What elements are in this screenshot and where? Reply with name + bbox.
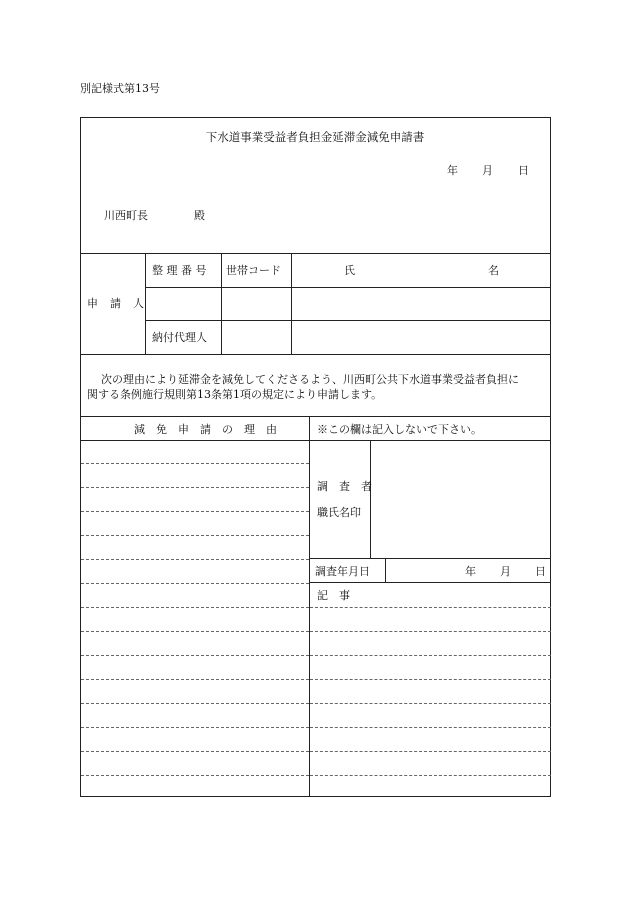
investigator-seal-cell <box>371 441 550 557</box>
household-code-cell[interactable] <box>222 288 290 319</box>
divider-investigation-date-bottom <box>309 582 551 583</box>
notes-line <box>310 775 551 776</box>
header-household-code: 世帯コード <box>226 264 281 277</box>
notes-line <box>310 679 551 680</box>
document-title: 下水道事業受益者負担金延滞金減免申請書 <box>205 130 425 144</box>
notes-line <box>310 607 551 608</box>
investigation-date-day: 日 <box>535 565 546 578</box>
reason-header: 減 免 申 請 の 理 由 <box>134 423 277 436</box>
proxy-name-cell[interactable] <box>292 321 550 353</box>
reference-number-cell[interactable] <box>146 288 220 319</box>
header-family-name: 氏 <box>344 264 355 277</box>
notes-line <box>310 727 551 728</box>
proxy-code-cell[interactable] <box>222 321 290 353</box>
divider-reason-top <box>80 416 551 417</box>
statement-line-2: 関する条例施行規則第13条第1項の規定により申請します。 <box>87 388 383 401</box>
notes-line <box>310 631 551 632</box>
divider-applicant-bottom <box>80 354 551 355</box>
statement-line-1: 次の理由により延滞金を減免してくださるよう、川西町公共下水道事業受益者負担に <box>101 373 519 386</box>
applicant-name-cell[interactable] <box>292 288 550 319</box>
date-year-label: 年 <box>447 164 458 177</box>
proxy-label: 納付代理人 <box>152 331 207 344</box>
reason-input-area[interactable] <box>81 441 308 796</box>
divider-applicant-top <box>80 253 551 254</box>
notes-label: 記 事 <box>317 589 350 602</box>
office-use-note: ※この欄は記入しないで下さい。 <box>317 423 482 436</box>
date-day-label: 日 <box>518 164 529 177</box>
investigator-label-2: 職氏名印 <box>317 506 361 519</box>
investigation-date-year: 年 <box>465 565 476 578</box>
divider-investigator-bottom <box>309 558 551 559</box>
investigation-date-divider <box>385 558 386 582</box>
investigator-label-1: 調 査 者 <box>317 480 372 493</box>
header-given-name: 名 <box>488 264 499 277</box>
header-reference-number: 整 理 番 号 <box>152 264 207 277</box>
form-number: 別記様式第13号 <box>80 82 160 95</box>
notes-line <box>310 655 551 656</box>
addressee-honorific: 殿 <box>194 209 205 222</box>
notes-line <box>310 703 551 704</box>
investigation-date-month: 月 <box>500 565 511 578</box>
notes-line <box>310 751 551 752</box>
addressee-name: 川西町長 <box>104 209 148 222</box>
date-month-label: 月 <box>482 164 493 177</box>
applicant-label: 申 請 人 <box>87 297 145 310</box>
investigation-date-label: 調査年月日 <box>315 565 370 578</box>
